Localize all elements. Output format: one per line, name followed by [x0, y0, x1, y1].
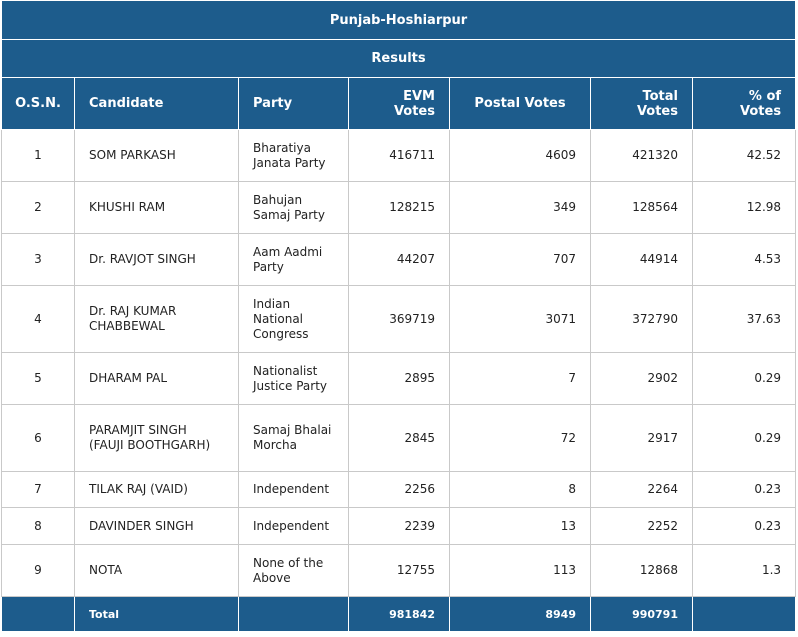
header-candidate: Candidate: [75, 78, 239, 130]
total-percent-empty: [693, 597, 796, 632]
cell-candidate: DHARAM PAL: [75, 353, 239, 405]
column-header-row: [2, 78, 796, 130]
constituency-title: Punjab-Hoshiarpur: [2, 1, 796, 40]
table-row: [2, 405, 796, 472]
cell-osn: 3: [2, 234, 75, 286]
cell-osn: 8: [2, 508, 75, 545]
cell-postal-votes: 3071: [450, 286, 591, 353]
cell-postal-votes: 7: [450, 353, 591, 405]
cell-postal-votes: 4609: [450, 130, 591, 182]
total-total-votes: 990791: [591, 597, 693, 632]
cell-evm-votes: 2256: [349, 472, 450, 508]
title-row: [2, 1, 796, 40]
table-row: [2, 545, 796, 597]
cell-osn: 2: [2, 182, 75, 234]
table-row: [2, 353, 796, 405]
table-row: [2, 234, 796, 286]
cell-osn: 1: [2, 130, 75, 182]
cell-candidate: DAVINDER SINGH: [75, 508, 239, 545]
cell-percent-votes: 0.23: [693, 472, 796, 508]
cell-osn: 6: [2, 405, 75, 472]
cell-candidate: PARAMJIT SINGH (FAUJI BOOTHGARH): [75, 405, 239, 472]
header-osn: O.S.N.: [2, 78, 75, 130]
cell-party: Samaj Bhalai Morcha: [239, 405, 349, 472]
table-row: [2, 472, 796, 508]
cell-evm-votes: 44207: [349, 234, 450, 286]
cell-candidate: NOTA: [75, 545, 239, 597]
header-evm-votes: EVM Votes: [349, 78, 450, 130]
cell-evm-votes: 2239: [349, 508, 450, 545]
cell-postal-votes: 113: [450, 545, 591, 597]
cell-postal-votes: 72: [450, 405, 591, 472]
header-total-votes: Total Votes: [591, 78, 693, 130]
cell-osn: 7: [2, 472, 75, 508]
total-row: [2, 597, 796, 632]
cell-percent-votes: 1.3: [693, 545, 796, 597]
cell-candidate: SOM PARKASH: [75, 130, 239, 182]
cell-party: Independent: [239, 508, 349, 545]
cell-party: Indian National Congress: [239, 286, 349, 353]
cell-postal-votes: 707: [450, 234, 591, 286]
table-row: [2, 130, 796, 182]
table-row: [2, 286, 796, 353]
total-osn-empty: [2, 597, 75, 632]
cell-total-votes: 421320: [591, 130, 693, 182]
cell-evm-votes: 369719: [349, 286, 450, 353]
cell-party: Nationalist Justice Party: [239, 353, 349, 405]
cell-total-votes: 44914: [591, 234, 693, 286]
cell-percent-votes: 0.29: [693, 353, 796, 405]
cell-percent-votes: 12.98: [693, 182, 796, 234]
subtitle-row: [2, 40, 796, 78]
cell-party: Independent: [239, 472, 349, 508]
cell-total-votes: 2252: [591, 508, 693, 545]
total-postal-votes: 8949: [450, 597, 591, 632]
header-party: Party: [239, 78, 349, 130]
total-party-empty: [239, 597, 349, 632]
cell-candidate: Dr. RAJ KUMAR CHABBEWAL: [75, 286, 239, 353]
cell-percent-votes: 37.63: [693, 286, 796, 353]
table-row: [2, 182, 796, 234]
cell-total-votes: 2264: [591, 472, 693, 508]
cell-party: Bahujan Samaj Party: [239, 182, 349, 234]
cell-party: Bharatiya Janata Party: [239, 130, 349, 182]
cell-postal-votes: 13: [450, 508, 591, 545]
results-table: [1, 0, 796, 632]
cell-total-votes: 2902: [591, 353, 693, 405]
cell-candidate: TILAK RAJ (VAID): [75, 472, 239, 508]
cell-evm-votes: 128215: [349, 182, 450, 234]
cell-evm-votes: 2845: [349, 405, 450, 472]
cell-party: None of the Above: [239, 545, 349, 597]
cell-postal-votes: 8: [450, 472, 591, 508]
total-evm-votes: 981842: [349, 597, 450, 632]
table-row: [2, 508, 796, 545]
cell-candidate: KHUSHI RAM: [75, 182, 239, 234]
total-label: Total: [75, 597, 239, 632]
cell-total-votes: 372790: [591, 286, 693, 353]
cell-total-votes: 2917: [591, 405, 693, 472]
cell-percent-votes: 0.23: [693, 508, 796, 545]
cell-osn: 4: [2, 286, 75, 353]
cell-osn: 5: [2, 353, 75, 405]
header-postal-votes: Postal Votes: [450, 78, 591, 130]
results-subtitle: Results: [2, 40, 796, 78]
cell-total-votes: 12868: [591, 545, 693, 597]
header-percent-votes: % of Votes: [693, 78, 796, 130]
cell-total-votes: 128564: [591, 182, 693, 234]
cell-evm-votes: 2895: [349, 353, 450, 405]
cell-postal-votes: 349: [450, 182, 591, 234]
cell-percent-votes: 4.53: [693, 234, 796, 286]
cell-percent-votes: 0.29: [693, 405, 796, 472]
cell-evm-votes: 12755: [349, 545, 450, 597]
cell-percent-votes: 42.52: [693, 130, 796, 182]
cell-osn: 9: [2, 545, 75, 597]
cell-party: Aam Aadmi Party: [239, 234, 349, 286]
cell-candidate: Dr. RAVJOT SINGH: [75, 234, 239, 286]
cell-evm-votes: 416711: [349, 130, 450, 182]
